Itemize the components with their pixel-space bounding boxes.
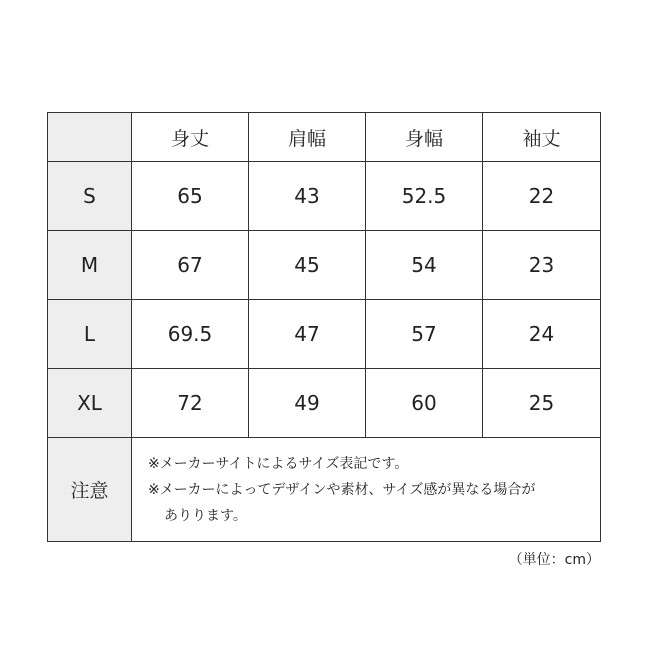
body-width-value: 60 — [366, 369, 483, 438]
body-length-value: 67 — [132, 231, 249, 300]
body-length-value: 72 — [132, 369, 249, 438]
body-length-value: 65 — [132, 162, 249, 231]
table-row-s — [48, 162, 601, 231]
note-label: 注意 — [48, 438, 132, 542]
header-sleeve-length: 袖丈 — [483, 113, 601, 162]
size-chart-table — [47, 112, 601, 542]
note-line-3: ありります。 — [164, 507, 247, 524]
note-line-1: ※メーカーサイトによるサイズ表記です。 — [148, 455, 409, 472]
header-row — [48, 113, 601, 162]
header-body-length: 身丈 — [132, 113, 249, 162]
table-row-m — [48, 231, 601, 300]
shoulder-width-value: 47 — [249, 300, 366, 369]
note-text — [132, 438, 601, 542]
size-label: M — [48, 231, 132, 300]
sleeve-length-value: 22 — [483, 162, 601, 231]
shoulder-width-value: 43 — [249, 162, 366, 231]
body-length-value: 69.5 — [132, 300, 249, 369]
note-line-2: ※メーカーによってデザインや素材、サイズ感が異なる場合が — [148, 481, 536, 498]
header-body-width: 身幅 — [366, 113, 483, 162]
body-width-value: 54 — [366, 231, 483, 300]
note-row — [48, 438, 601, 542]
body-width-value: 52.5 — [366, 162, 483, 231]
shoulder-width-value: 49 — [249, 369, 366, 438]
size-label: L — [48, 300, 132, 369]
table-row-xl — [48, 369, 601, 438]
sleeve-length-value: 24 — [483, 300, 601, 369]
size-label: XL — [48, 369, 132, 438]
size-label: S — [48, 162, 132, 231]
header-shoulder-width: 肩幅 — [249, 113, 366, 162]
table-row-l — [48, 300, 601, 369]
body-width-value: 57 — [366, 300, 483, 369]
shoulder-width-value: 45 — [249, 231, 366, 300]
header-corner-cell — [48, 113, 132, 162]
sleeve-length-value: 23 — [483, 231, 601, 300]
unit-label: （単位：cm） — [508, 552, 600, 568]
sleeve-length-value: 25 — [483, 369, 601, 438]
